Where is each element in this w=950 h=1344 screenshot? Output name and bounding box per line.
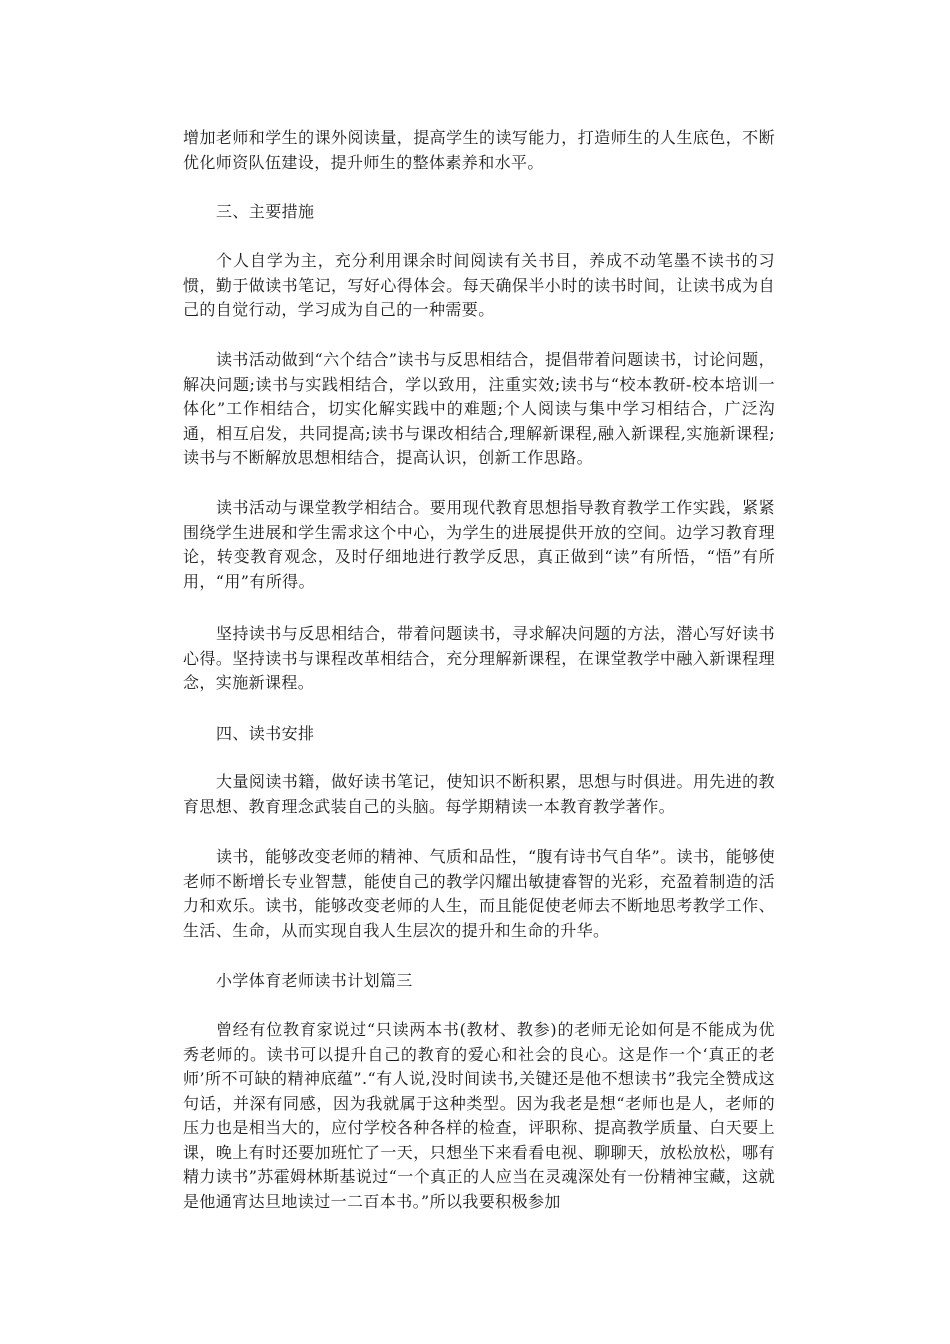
- heading-part-three: 小学体育老师读书计划篇三: [216, 971, 413, 990]
- paragraph-self-study: 个人自学为主，充分利用课余时间阅读有关书目，养成不动笔墨不读书的习惯，勤于做读书笔记，写好心得体会。每天确保半小时的读书时间，让读书成为自己的自觉行动，学习成为自己的一种需要。: [183, 251, 775, 319]
- heading-main-measures: 三、主要措施: [216, 202, 315, 221]
- paragraph-extensive-reading: 大量阅读书籍，做好读书笔记，使知识不断积累，思想与时俱进。用先进的教育思想、教育理念武装自己的头脑。每学期精读一本教育教学著作。: [183, 772, 775, 816]
- paragraph-educator-quote: 曾经有位教育家说过“只读两本书(教材、教参)的老师无论如何是不能成为优秀老师的。读书可以提升自己的教育的爱心和社会的良心。这是作一个‘真正的老师’所不可缺的精神底蕴”.“有人说,没时间读书,关键还是他不想读书”我完全赞成这句话，并深有同感，因为我就属于这种类型。因为我老是想“老师也是人，老师的压力也是相当大的，应付学校各种各样的检查，评职称、提高教学质量、白天要上课，晚上有时还要加班忙了一天，只想坐下来看看电视、聊聊天，放松放松，哪有精力读书”苏霍姆林斯基说过“一个真正的人应当在灵魂深处有一份精神宝藏，这就是他通宵达旦地读过一二百本书。”所以我要积极参加: [183, 1020, 775, 1211]
- paragraph-intro: 增加老师和学生的课外阅读量，提高学生的读写能力，打造师生的人生底色，不断优化师资队伍建设，提升师生的整体素养和水平。: [183, 128, 775, 172]
- paragraph-reflection: 坚持读书与反思相结合，带着问题读书，寻求解决问题的方法，潜心写好读书心得。坚持读书与课程改革相结合，充分理解新课程，在课堂教学中融入新课程理念，实施新课程。: [183, 624, 775, 692]
- paragraph-classroom-teaching: 读书活动与课堂教学相结合。要用现代教育思想指导教育教学工作实践，紧紧围绕学生进展和学生需求这个中心，为学生的进展提供开放的空间。边学习教育理论，转变教育观念，及时仔细地进行教学反思，真正做到“读”有所悟，“悟”有所用，“用”有所得。: [183, 498, 775, 591]
- paragraph-six-combinations: 读书活动做到“六个结合”读书与反思相结合，提倡带着问题读书，讨论问题，解决问题;读书与实践相结合，学以致用，注重实效;读书与“校本教研-校本培训一体化”工作相结合，切实化解实践中的难题;个人阅读与集中学习相结合，广泛沟通，相互启发，共同提高;读书与课改相结合,理解新课程,融入新课程,实施新课程;读书与不断解放思想相结合，提高认识，创新工作思路。: [183, 350, 775, 467]
- paragraph-reading-changes: 读书，能够改变老师的精神、气质和品性，“腹有诗书气自华”。读书，能够使老师不断增长专业智慧，能使自己的教学闪耀出敏捷睿智的光彩，充盈着制造的活力和欢乐。读书，能够改变老师的人生，而且能促使老师去不断地思考教学工作、生活、生命，从而实现自我人生层次的提升和生命的升华。: [183, 847, 775, 940]
- heading-reading-schedule: 四、读书安排: [216, 724, 315, 743]
